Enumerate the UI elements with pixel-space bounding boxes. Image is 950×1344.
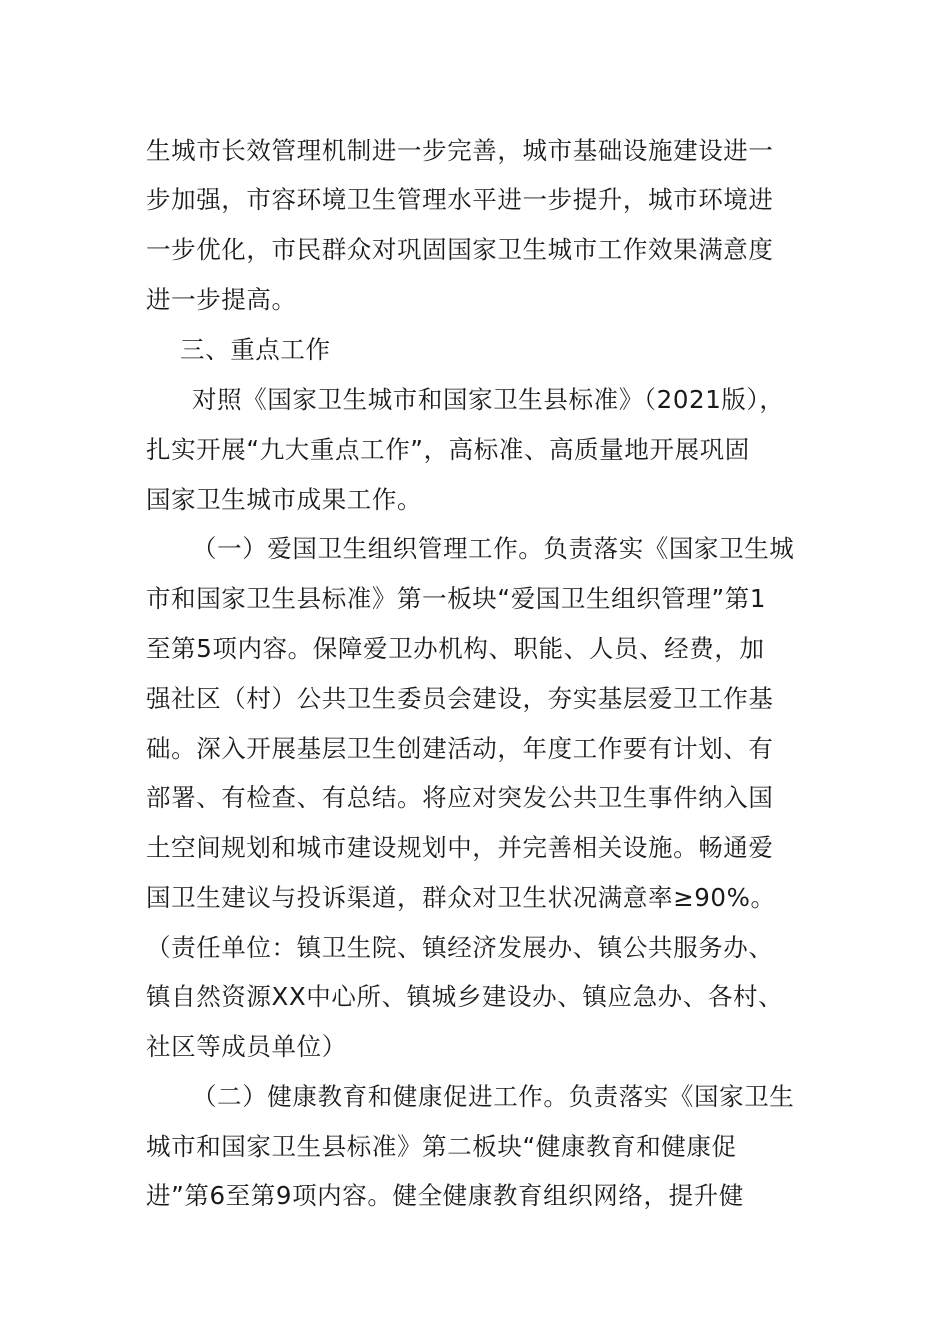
text-line-16: 国卫生建议与投诉渠道，群众对卫生状况满意率≥90%。	[146, 883, 776, 912]
text-line-15: 土空间规划和城市建设规划中，并完善相关设施。畅通爱	[146, 833, 774, 862]
text-line-6: 对照《国家卫生城市和国家卫生县标准》（2021版），	[192, 385, 785, 414]
text-line-22: 进”第6至第9项内容。健全健康教育组织网络，提升健	[146, 1181, 744, 1210]
text-line-13: 础。深入开展基层卫生创建活动，年度工作要有计划、有	[146, 734, 774, 763]
text-line-17: （责任单位：镇卫生院、镇经济发展办、镇公共服务办、	[146, 933, 774, 962]
text-line-11: 至第5项内容。保障爱卫办机构、职能、人员、经费，加	[146, 634, 765, 663]
subsection-heading-2: （二）健康教育和健康促进工作。负责落实《国家卫生	[192, 1082, 795, 1111]
subsection-heading-1: （一）爱国卫生组织管理工作。负责落实《国家卫生城	[192, 534, 795, 563]
text-line-3: 一步优化，市民群众对巩固国家卫生城市工作效果满意度	[146, 235, 774, 264]
text-line-8: 国家卫生城市成果工作。	[146, 485, 423, 514]
text-line-18: 镇自然资源XX中心所、镇城乡建设办、镇应急办、各村、	[146, 982, 784, 1011]
text-line-7: 扎实开展“九大重点工作”，高标准、高质量地开展巩固	[146, 435, 750, 464]
text-line-12: 强社区（村）公共卫生委员会建设，夯实基层爱卫工作基	[146, 684, 774, 713]
text-line-21: 城市和国家卫生县标准》第二板块“健康教育和健康促	[146, 1132, 737, 1161]
text-line-19: 社区等成员单位）	[146, 1032, 347, 1061]
text-line-1: 生城市长效管理机制进一步完善，城市基础设施建设进一	[146, 136, 774, 165]
text-line-10: 市和国家卫生县标准》第一板块“爱国卫生组织管理”第1	[146, 584, 767, 613]
text-line-2: 步加强，市容环境卫生管理水平进一步提升，城市环境进	[146, 185, 774, 214]
text-line-14: 部署、有检查、有总结。将应对突发公共卫生事件纳入国	[146, 783, 774, 812]
section-heading: 三、重点工作	[180, 335, 331, 364]
text-line-4: 进一步提高。	[146, 285, 297, 314]
